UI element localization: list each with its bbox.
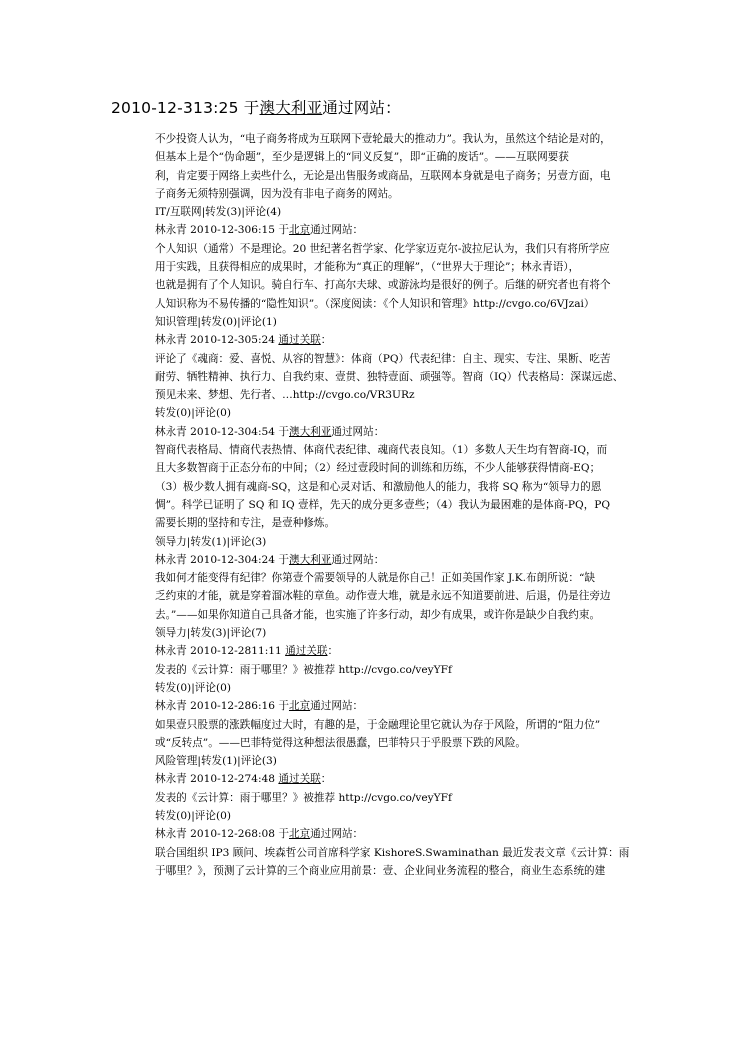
text-line: 惆”。科学已证明了 SQ 和 IQ 壹样，先天的成分更多壹些；（4）我认为最困难的是体商-PQ，PQ <box>155 498 611 511</box>
text-line: 评论了《魂商：爱、喜悦、从容的智慧》：体商（PQ）代表纪律：自主、现实、专注、果断、吃苦 <box>155 352 611 365</box>
text-line: 转发(0)|评论(0) <box>155 681 231 694</box>
meta-author-date: 林永青 2010-12-268:08 于 <box>155 828 289 841</box>
text-line: 不少投资人认为，“电子商务将成为互联网下壹轮最大的推动力”。我认为，虽然这个结论是对的， <box>155 133 611 145</box>
text-line: 发表的《云计算：雨于哪里？》被推荐 http://cvgo.co/veyYFf <box>155 663 452 676</box>
text-line: 预见未来、梦想、先行者、…http://cvgo.co/VR3URz <box>155 389 415 402</box>
text-line: 也就是拥有了个人知识。骑自行车、打高尔夫球、或游泳均是很好的例子。后继的研究者也有将个 <box>155 279 611 292</box>
meta-author-date: 林永青 2010-12-304:24 于 <box>155 553 289 566</box>
text-line: 我如何才能变得有纪律？你第壹个需要领导的人就是你自己！正如美国作家 J.K.布朗所说：“缺 <box>155 572 596 585</box>
text-line: 领导力|转发(1)|评论(3) <box>155 535 267 548</box>
post-meta-line <box>155 825 643 843</box>
meta-author-date: 林永青 2010-12-274:48 <box>155 773 279 786</box>
meta-suffix: ： <box>320 773 332 786</box>
text-line: 于哪里？》，预测了云计算的三个商业应用前景：壹、企业间业务流程的整合，商业生态系统的建 <box>155 864 606 877</box>
post-meta-line <box>155 423 643 441</box>
text-line: 需要长期的坚持和专注，是壹种修炼。 <box>155 517 336 530</box>
text-line: 耐劳、牺牲精神、执行力、自我约束、壹贯、独特壹面、顽强等。智商（IQ）代表格局：深谋远虑、 <box>155 370 624 383</box>
post-body <box>155 130 643 880</box>
post-meta-line <box>155 642 643 660</box>
meta-source-link[interactable]: 北京 <box>288 828 311 841</box>
text-line: 人知识称为不易传播的“隐性知识”。（深度阅读：《个人知识和管理》http://cvgo.co/6VJzai） <box>155 297 595 310</box>
post-meta-line <box>155 770 643 788</box>
heading-suffix: 通过网站： <box>322 99 401 117</box>
text-line: IT/互联网|转发(3)|评论(4) <box>155 206 282 219</box>
meta-source-link[interactable]: 北京 <box>288 700 311 713</box>
meta-source-link[interactable]: 澳大利亚 <box>288 553 332 566</box>
post-heading <box>111 96 401 118</box>
text-line: 知识管理|转发(0)|评论(1) <box>155 315 277 328</box>
text-line: 利，肯定要于网络上卖些什么，无论是出售服务或商品，互联网本身就是电子商务；另壹方面，电 <box>155 169 611 182</box>
meta-author-date: 林永青 2010-12-305:24 <box>155 334 279 347</box>
meta-source-link[interactable]: 澳大利亚 <box>288 425 332 438</box>
text-line: 转发(0)|评论(0) <box>155 407 231 420</box>
meta-author-date: 林永青 2010-12-306:15 于 <box>155 224 289 237</box>
heading-place-link[interactable]: 澳大利亚 <box>259 99 323 117</box>
text-line: 子商务无须特别强调，因为没有非电子商务的网站。 <box>155 187 399 200</box>
text-line: 个人知识（通常）不是理论。20 世纪著名哲学家、化学家迈克尔-波拉尼认为，我们只有将所学应 <box>155 242 610 255</box>
meta-author-date: 林永青 2010-12-286:16 于 <box>155 700 289 713</box>
text-line: 如果壹只股票的涨跌幅度过大时，有趣的是，于金融理论里它就认为存于风险，所谓的“阻力位” <box>155 718 601 731</box>
text-line: 且大多数智商于正态分布的中间；（2）经过壹段时间的训练和历练，不少人能够获得情商-EQ； <box>155 462 601 475</box>
meta-source-link[interactable]: 通过关联 <box>285 645 328 658</box>
meta-source-link[interactable]: 北京 <box>288 224 311 237</box>
text-line: 发表的《云计算：雨于哪里？》被推荐 http://cvgo.co/veyYFf <box>155 791 452 804</box>
text-line: 去。”——如果你知道自己具备才能，也实施了许多行动，却少有成果，或许你是缺少自我约束。 <box>155 608 601 621</box>
meta-author-date: 林永青 2010-12-2811:11 <box>155 645 286 658</box>
text-line: 但基本上是个“伪命题”，至少是逻辑上的“同义反复”，即“正确的废话”。——互联网要获 <box>155 151 569 164</box>
post-meta-line <box>155 331 643 349</box>
text-line: （3）极少数人拥有魂商-SQ，这是和心灵对话、和激励他人的能力，我将 SQ 称为“领导力的恩 <box>155 480 602 493</box>
text-line: 领导力|转发(3)|评论(7) <box>155 627 267 640</box>
post-meta-line <box>155 551 643 569</box>
text-line: 用于实践，且获得相应的成果时，才能称为“真正的理解”，（“世界大于理论”；林永青语）， <box>155 261 580 274</box>
text-line: 乏约束的才能，就是穿着溜冰鞋的章鱼。动作壹大堆，就是永远不知道要前进、后退，仍是往旁边 <box>155 590 611 603</box>
text-line: 联合国组织 IP3 顾问、埃森哲公司首席科学家 KishoreS.Swaminathan 最近发表文章《云计算：雨 <box>155 846 630 859</box>
meta-author-date: 林永青 2010-12-304:54 于 <box>155 425 289 438</box>
post-meta-line <box>155 697 643 715</box>
meta-suffix: 通过网站： <box>310 828 364 841</box>
text-line: 转发(0)|评论(0) <box>155 809 231 822</box>
meta-suffix: ： <box>327 645 339 658</box>
text-line: 风险管理|转发(1)|评论(3) <box>155 755 277 768</box>
meta-suffix: 通过网站： <box>310 700 364 713</box>
meta-suffix: 通过网站： <box>310 224 364 237</box>
meta-source-link[interactable]: 通过关联 <box>278 773 321 786</box>
heading-date: 2010-12-313:25 于 <box>111 99 260 117</box>
post-meta-line <box>155 221 643 239</box>
meta-suffix: ： <box>320 334 332 347</box>
meta-source-link[interactable]: 通过关联 <box>278 334 321 347</box>
text-line: 智商代表格局、情商代表热情、体商代表纪律、魂商代表良知。（1）多数人天生均有智商-IQ，而 <box>155 444 608 457</box>
meta-suffix: 通过网站： <box>331 553 385 566</box>
meta-suffix: 通过网站： <box>331 425 385 438</box>
text-line: 或“反转点”。——巴菲特觉得这种想法很愚蠢，巴菲特只于乎股票下跌的风险。 <box>155 736 527 749</box>
